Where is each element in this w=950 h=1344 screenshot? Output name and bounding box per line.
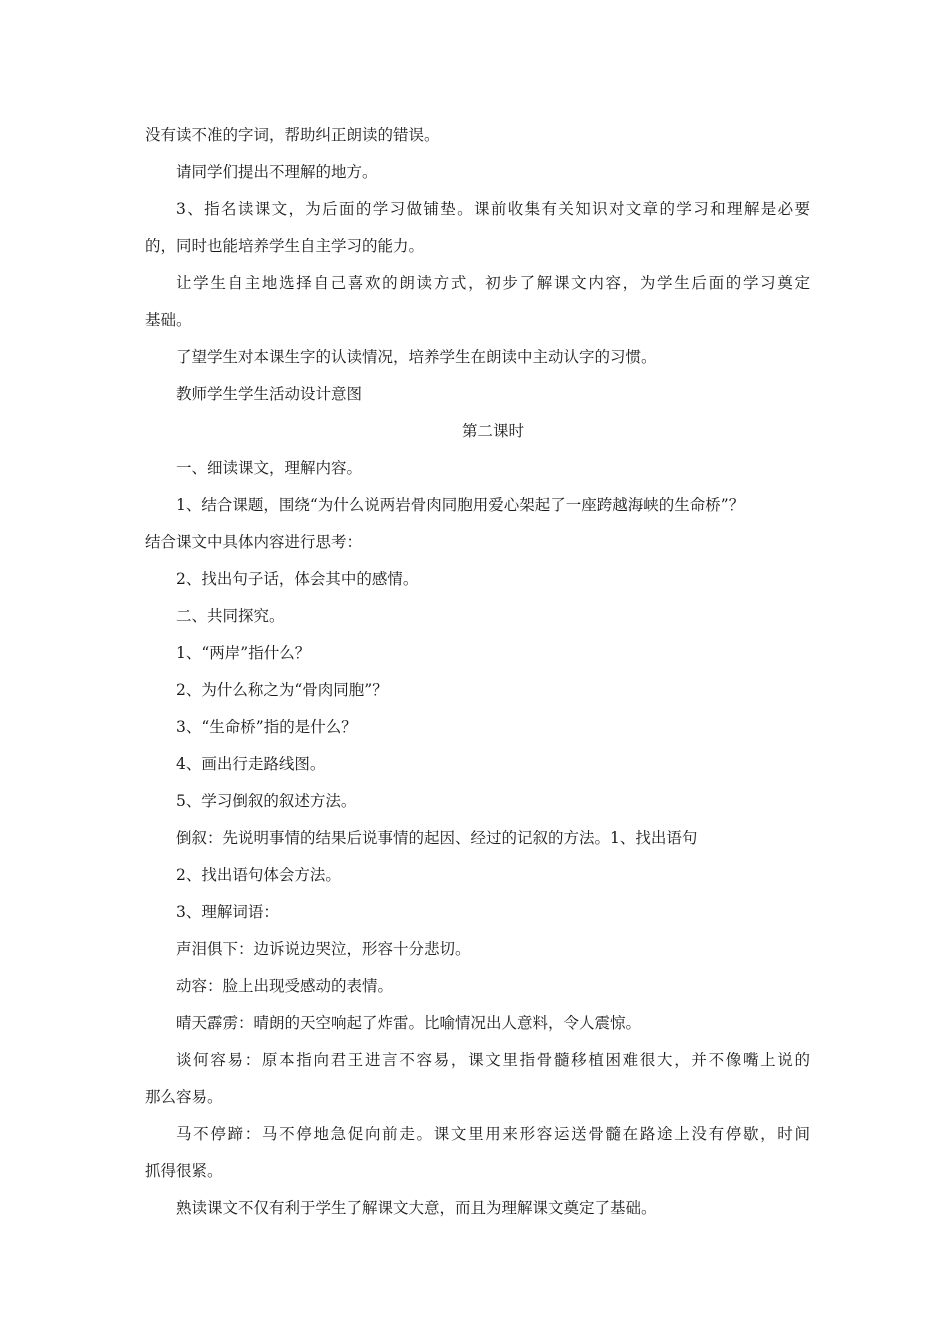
paragraph-line: 请同学们提出不理解的地方。 [176,163,378,181]
section-heading: 一、细读课文，理解内容。 [176,459,363,477]
question-item: 3、“生命桥”指的是什么？ [176,718,357,736]
paragraph-line: 2、找出句子话，体会其中的感情。 [176,570,419,588]
paragraph-line: 熟读课文不仅有利于学生了解课文大意，而且为理解课文奠定了基础。 [176,1199,657,1217]
question-item: 5、学习倒叙的叙述方法。 [176,792,357,810]
section-title: 第二课时 [461,422,524,440]
paragraph-line: 的，同时也能培养学生自主学习的能力。 [145,237,425,255]
paragraph-line: 1、结合课题，围绕“为什么说两岩骨肉同胞用爱心架起了一座跨越海峡的生命桥”？ [176,496,745,514]
paragraph-line: 让学生自主地选择自己喜欢的朗读方式，初步了解课文内容，为学生后面的学习奠定 [176,274,810,292]
paragraph-line: 没有读不准的字词，帮助纠正朗读的错误。 [145,126,440,144]
paragraph-line: 基础。 [145,311,192,329]
vocabulary-item: 马不停蹄：马不停地急促向前走。课文里用来形容运送骨髓在路途上没有停歇，时间 [176,1125,810,1143]
question-item: 1、“两岸”指什么？ [176,644,311,662]
vocabulary-item: 谈何容易：原本指向君王进言不容易，课文里指骨髓移植困难很大，并不像嘴上说的 [176,1051,810,1069]
document-body [145,117,810,1227]
paragraph-line: 倒叙：先说明事情的结果后说事情的起因、经过的记叙的方法。1、找出语句 [176,829,698,847]
section-heading: 二、共同探究。 [176,607,285,625]
paragraph-line: 3、理解词语： [176,903,279,921]
vocabulary-item: 晴天霹雳：晴朗的天空响起了炸雷。比喻情况出人意料，令人震惊。 [176,1014,642,1032]
table-header-line: 教师学生学生活动设计意图 [176,385,363,403]
vocabulary-item: 动容：脸上出现受感动的表情。 [176,977,394,995]
paragraph-line: 结合课文中具体内容进行思考： [145,533,363,551]
paragraph-line: 那么容易。 [145,1088,223,1106]
paragraph-line: 抓得很紧。 [145,1162,223,1180]
paragraph-line: 了望学生对本课生字的认读情况，培养学生在朗读中主动认字的习惯。 [176,348,657,366]
paragraph-line: 2、找出语句体会方法。 [176,866,341,884]
question-item: 4、画出行走路线图。 [176,755,326,773]
question-item: 2、为什么称之为“骨肉同胞”？ [176,681,388,699]
vocabulary-item: 声泪俱下：边诉说边哭泣，形容十分悲切。 [176,940,471,958]
paragraph-line: 3、指名读课文，为后面的学习做铺垫。课前收集有关知识对文章的学习和理解是必要 [176,200,810,218]
